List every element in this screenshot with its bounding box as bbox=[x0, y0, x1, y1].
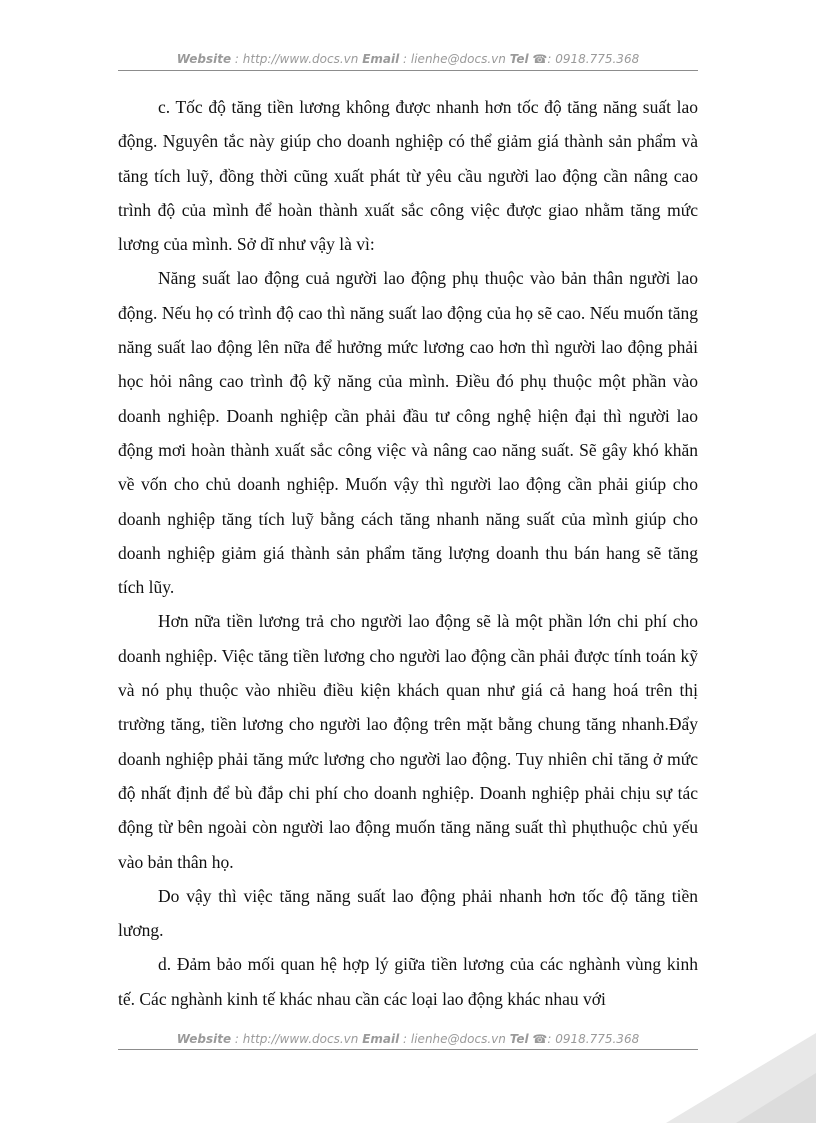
phone-number: : 0918.775.368 bbox=[547, 52, 640, 66]
paragraph: Do vậy thì việc tăng năng suất lao động phải nhanh hơn tốc độ tăng tiền lương. bbox=[118, 885, 698, 941]
email-address[interactable]: lienhe@docs.vn bbox=[410, 52, 506, 66]
tel-label: Tel bbox=[509, 52, 529, 66]
email-label: Email bbox=[362, 1032, 400, 1046]
page-curl-decoration bbox=[666, 1033, 816, 1123]
paragraph: Hơn nữa tiền lương trả cho người lao động sẽ là một phần lớn chi phí cho doanh nghiệp. Việc tăng tiền lương cho người lao động cần phải được tính toán kỹ và nó phụ thuộc vào nhiều điều kiện khách quan như giá cả hang hoá trên thị trường tăng, tiền lương cho người lao động trên mặt bằng chung tăng nhanh.Đẩy doanh nghiệp phải tăng mức lương cho người lao động. Tuy nhiên chỉ tăng ở mức độ nhất định để bù đắp chi phí cho doanh nghiệp. Doanh nghiệp phải chịu sự tác động từ bên ngoài còn người lao động muốn tăng năng suất thì phụthuộc chủ yếu vào bản thân họ. bbox=[118, 611, 698, 872]
phone-icon: ☎ bbox=[532, 1032, 548, 1046]
header-divider bbox=[118, 70, 698, 71]
footer-divider bbox=[118, 1049, 698, 1050]
page-header bbox=[118, 52, 698, 66]
document-body bbox=[118, 90, 698, 1016]
phone-icon: ☎ bbox=[532, 52, 548, 66]
website-separator: : bbox=[231, 52, 243, 66]
website-label: Website bbox=[176, 1032, 232, 1046]
paragraph: c. Tốc độ tăng tiền lương không được nhanh hơn tốc độ tăng năng suất lao động. Nguyên tắc này giúp cho doanh nghiệp có thể giảm giá thành sản phẩm và tăng tích luỹ, đồng thời cũng xuất phát từ yêu cầu người lao động cần nâng cao trình độ của mình để hoàn thành xuất sắc công việc được giao nhằm tăng mức lương của mình. Sở dĩ như vậy là vì: bbox=[118, 97, 698, 255]
page-footer bbox=[118, 1032, 698, 1046]
website-label: Website bbox=[176, 52, 232, 66]
email-separator: : bbox=[399, 1032, 411, 1046]
email-separator: : bbox=[399, 52, 411, 66]
paragraph: Năng suất lao động cuả người lao động phụ thuộc vào bản thân người lao động. Nếu họ có trình độ cao thì năng suất lao động của họ sẽ cao. Nếu muốn tăng năng suất lao động lên nữa để hưởng mức lương cao hơn thì người lao động phải học hỏi nâng cao trình độ kỹ năng của mình. Điều đó phụ thuộc một phần vào doanh nghiệp. Doanh nghiệp cần phải đầu tư công nghệ hiện đại thì người lao động mơi hoàn thành xuất sắc công việc và nâng cao năng suất. Sẽ gây khó khăn về vốn cho chủ doanh nghiệp. Muốn vậy thì người lao động cần phải giúp cho doanh nghiệp tăng tích luỹ bằng cách tăng nhanh năng suất của mình giúp cho doanh nghiệp giảm giá thành sản phẩm tăng lượng doanh thu bán hang sẽ tăng tích lũy. bbox=[118, 268, 698, 598]
phone-number: : 0918.775.368 bbox=[547, 1032, 640, 1046]
email-label: Email bbox=[362, 52, 400, 66]
email-address[interactable]: lienhe@docs.vn bbox=[410, 1032, 506, 1046]
tel-label: Tel bbox=[509, 1032, 529, 1046]
paragraph: d. Đảm bảo mối quan hệ hợp lý giữa tiền lương của các nghành vùng kinh tế. Các nghành kinh tế khác nhau cần các loại lao động khác nhau với bbox=[118, 954, 698, 1009]
website-url[interactable]: http://www.docs.vn bbox=[242, 52, 359, 66]
website-separator: : bbox=[231, 1032, 243, 1046]
website-url[interactable]: http://www.docs.vn bbox=[242, 1032, 359, 1046]
